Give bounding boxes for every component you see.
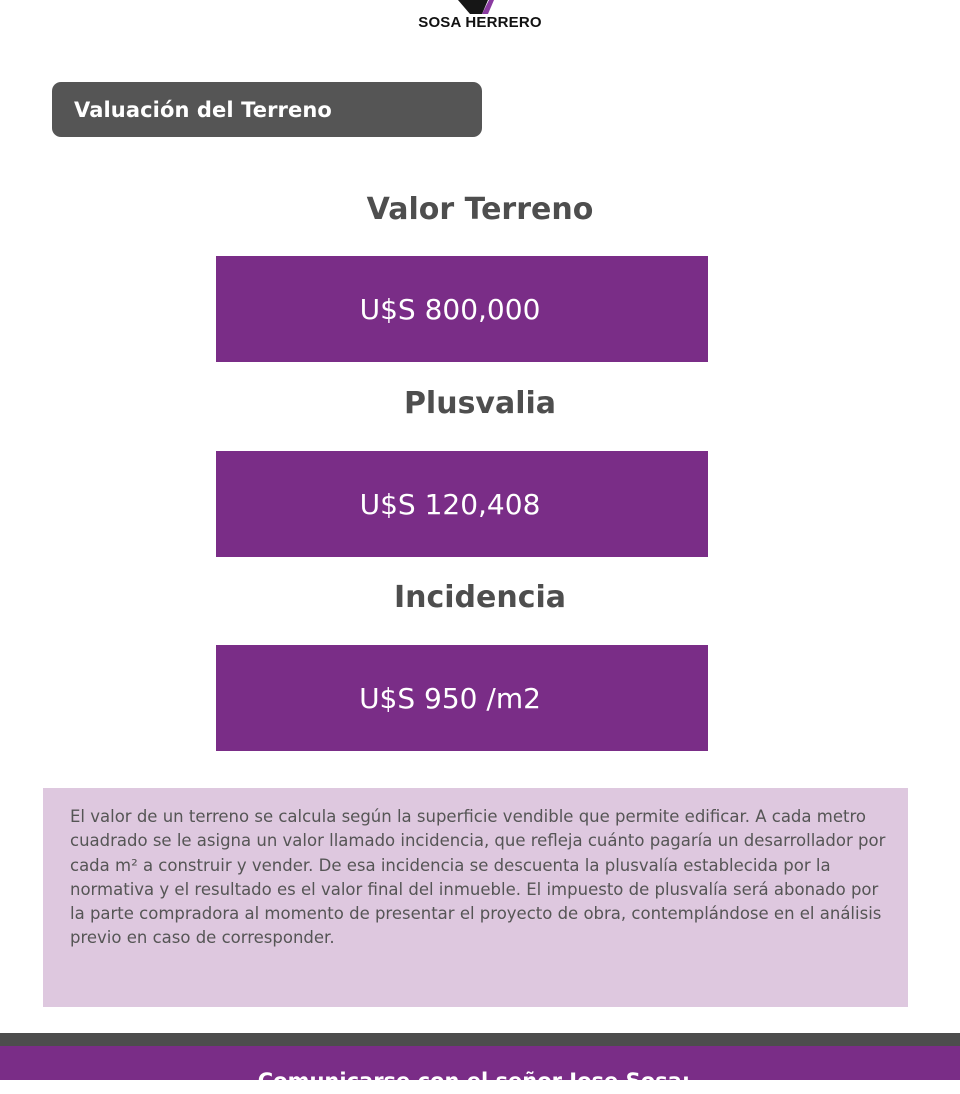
land-value-label: Valor Terreno xyxy=(366,192,594,227)
brand-logo xyxy=(0,0,960,40)
plusvalia-label: Plusvalia xyxy=(403,386,557,421)
incidencia-box xyxy=(216,645,708,751)
house-roof-icon xyxy=(458,0,502,14)
land-value-box xyxy=(216,256,708,362)
incidencia-label: Incidencia xyxy=(393,580,567,615)
land-value-amount: U$S 800,000 xyxy=(359,292,541,326)
explanation-panel xyxy=(43,788,908,1007)
section-title: Valuación del Terreno xyxy=(74,97,332,122)
contact-text: Comunicarse con el señor Jose Sosa: xyxy=(257,1069,691,1093)
plusvalia-amount: U$S 120,408 xyxy=(359,487,541,521)
plusvalia-box xyxy=(216,451,708,557)
contact-footer xyxy=(0,1046,960,1093)
explanation-text: El valor de un terreno se calcula según la superficie vendible que permite edificar. A cada metro cuadrado se le asigna un valor llamado incidencia, que refleja cuánto pagaría un desarrollador por cada m² a construir y vender. De esa incidencia se descuenta la plusvalía establecida por la normativa y el resultado es el valor final del inmueble. El impuesto de plusvalía será abonado por la parte compradora al momento de presentar el proyecto de obra, contemplándose en el análisis previo en caso de corresponder. xyxy=(70,807,886,948)
footer-divider xyxy=(0,1033,960,1046)
section-header xyxy=(52,82,482,137)
incidencia-amount: U$S 950 /m2 xyxy=(359,681,541,715)
brand-name: SOSA HERRERO xyxy=(418,14,542,31)
